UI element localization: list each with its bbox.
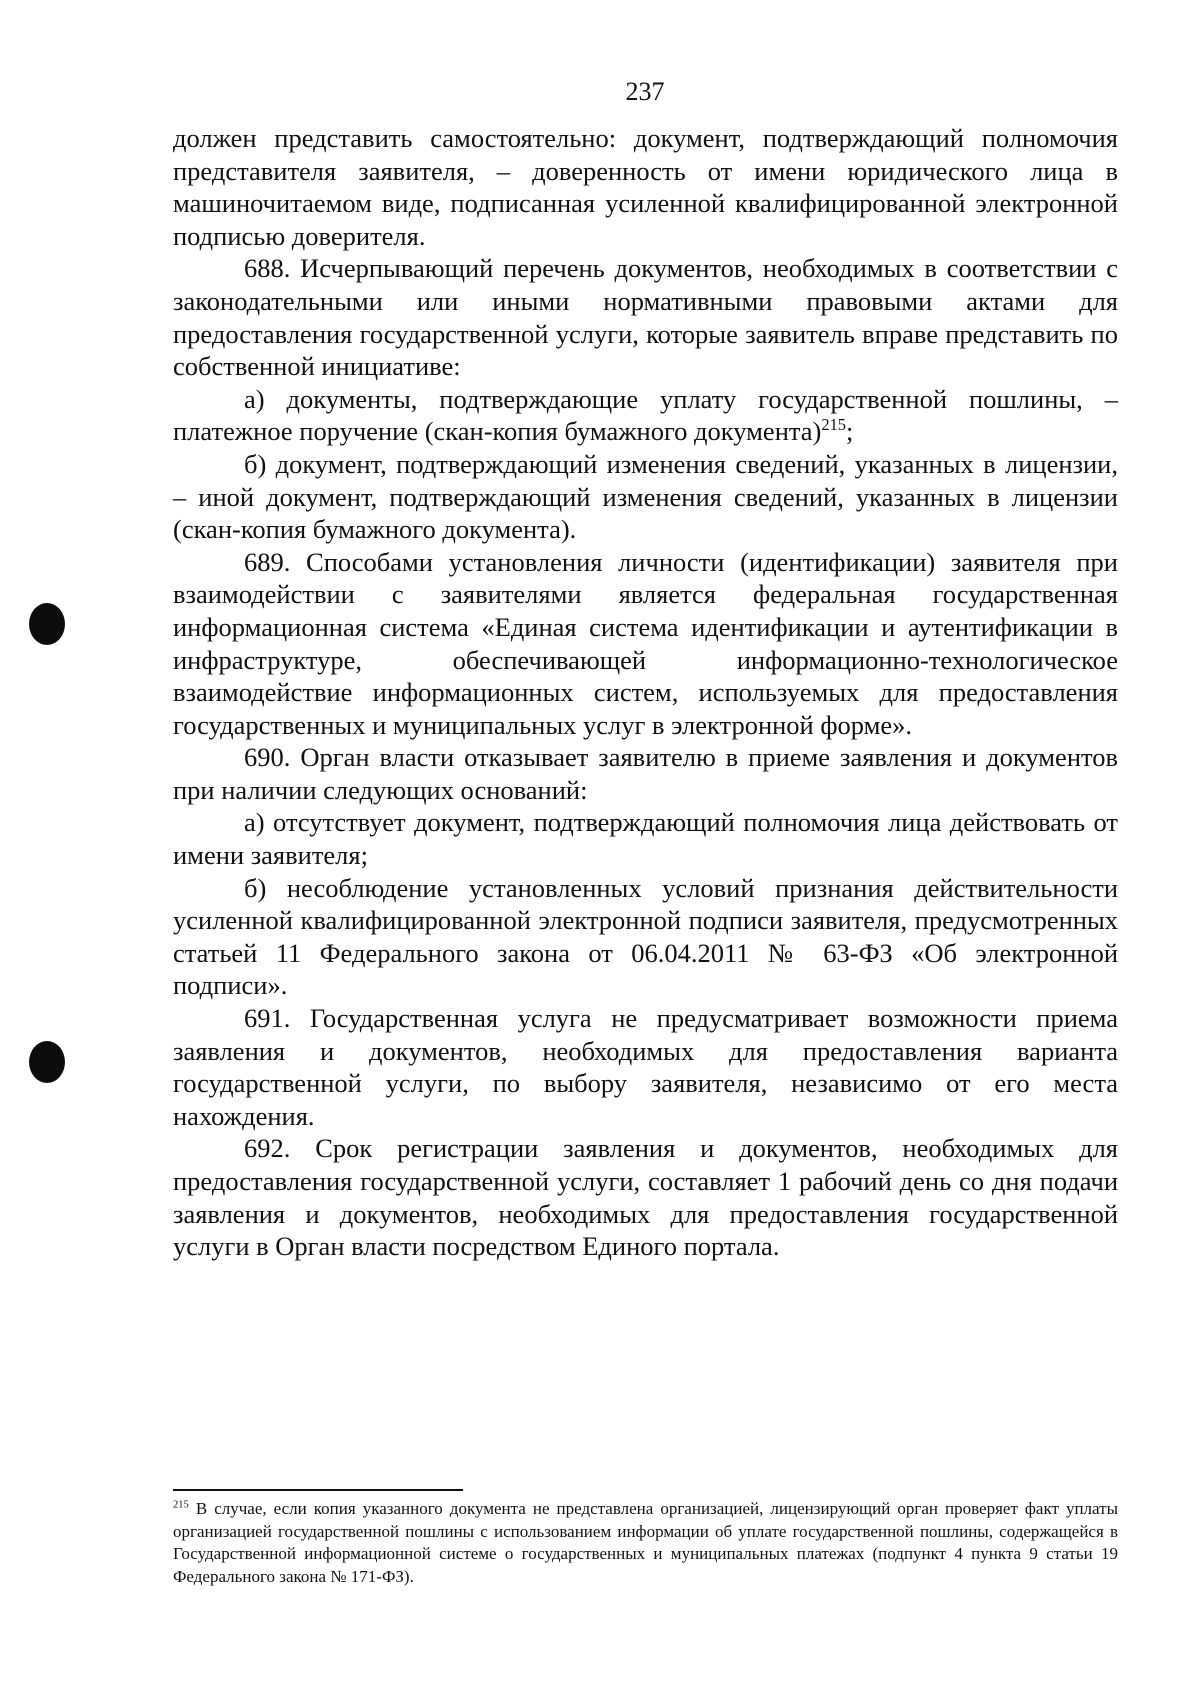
punch-hole xyxy=(29,1041,65,1083)
paragraph-688-a xyxy=(173,383,1118,448)
paragraph-692: 692. Срок регистрации заявления и документов, необходимых для предоставления государственной услуги, составляет 1 рабочий день со дня подачи заявления и документов, необходимых для предоставления государственной услуги в Орган власти посредством Единого портала. xyxy=(173,1133,1118,1262)
document-body xyxy=(173,122,1118,1263)
paragraph-689: 689. Способами установления личности (идентификации) заявителя при взаимодействии с заявителями является федеральная государственная информационная система «Единая система идентификации и аутентификации в инфраструктуре, обеспечивающей информационно-технологическое взаимодействие информационных систем, используемых для предоставления государственных и муниципальных услуг в электронной форме». xyxy=(173,546,1118,740)
footnote-marker: 215 xyxy=(173,1499,189,1511)
paragraph-688: 688. Исчерпывающий перечень документов, необходимых в соответствии с законодательными или иными нормативными правовыми актами для предоставления государственной услуги, которые заявитель вправе представить по собственной инициативе: xyxy=(173,253,1118,382)
paragraph-continuation: должен представить самостоятельно: документ, подтверждающий полномочия представителя заявителя, – доверенность от имени юридического лица в машиночитаемом виде, подписанная усиленной квалифицированной электронной подписью доверителя. xyxy=(173,123,1118,251)
footnote-reference[interactable]: 215 xyxy=(821,415,847,435)
punch-hole xyxy=(29,603,65,645)
paragraph-690: 690. Орган власти отказывает заявителю в приеме заявления и документов при наличии следующих оснований: xyxy=(173,742,1118,805)
footnote xyxy=(173,1498,1118,1588)
footnote-text: В случае, если копия указанного документа не представлена организацией, лицензирующий орган проверяет факт уплаты организацией государственной пошлины с использованием информации об уплате государственной пошлины, содержащейся в Государственной информационной системе о государственных и муниципальных платежах (подпункт 4 пункта 9 статьи 19 Федерального закона № 171-ФЗ). xyxy=(173,1499,1118,1586)
paragraph-688-a-tail: ; xyxy=(846,416,854,447)
footnote-divider xyxy=(173,1489,463,1491)
paragraph-690-a: а) отсутствует документ, подтверждающий полномочия лица действовать от имени заявителя; xyxy=(173,807,1118,871)
page-number: 237 xyxy=(625,77,665,106)
paragraph-690-b: б) несоблюдение установленных условий признания действительности усиленной квалифицированной электронной подписи заявителя, предусмотренных статьей 11 Федерального закона от 06.04.2011 № 63-ФЗ «Об электронной подписи». xyxy=(173,872,1118,1001)
paragraph-691: 691. Государственная услуга не предусматривает возможности приема заявления и документов, необходимых для предоставления варианта государственной услуги, по выбору заявителя, независимо от его места нахождения. xyxy=(173,1003,1118,1131)
paragraph-688-a-text: а) документы, подтверждающие уплату государственной пошлины, – платежное поручение (скан-копия бумажного документа) xyxy=(173,383,1118,447)
paragraph-688-b: б) документ, подтверждающий изменения сведений, указанных в лицензии, – иной документ, подтверждающий изменения сведений, указанных в лицензии (скан-копия бумажного документа). xyxy=(173,448,1118,545)
footnote-paragraph xyxy=(173,1498,1118,1588)
